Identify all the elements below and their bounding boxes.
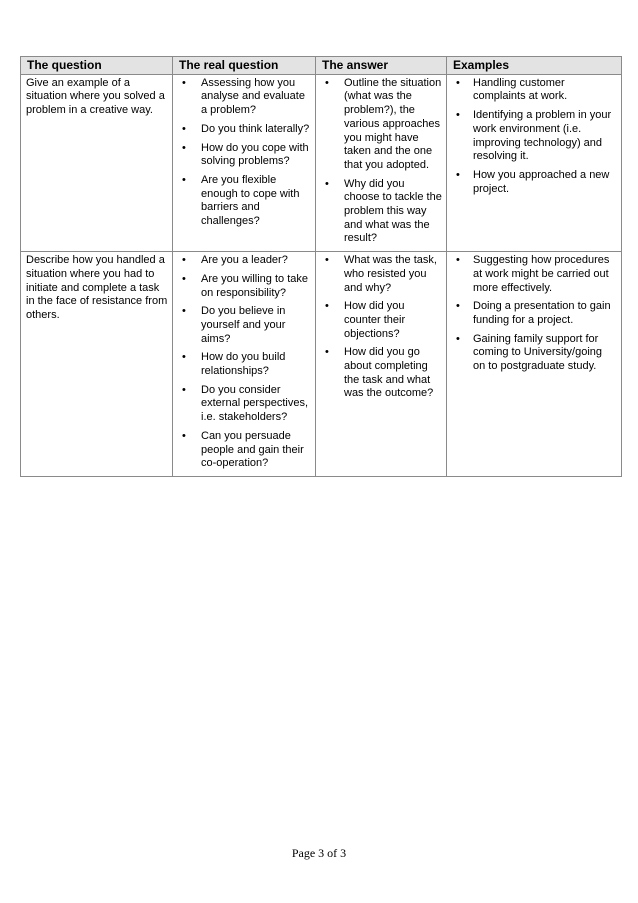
list-item <box>451 109 617 164</box>
bullet-icon: • <box>182 305 186 318</box>
header-examples: Examples <box>447 57 622 75</box>
list-item-text: Why did you choose to tackle the problem this way and what was the result? <box>344 177 442 245</box>
question-text: Describe how you handled a situation where you had to initiate and complete a task in the face of resistance from others. <box>26 254 168 321</box>
bullet-icon: • <box>325 346 329 359</box>
list-item-text: Can you persuade people and gain their co-operation? <box>201 429 304 470</box>
list-item <box>177 351 311 378</box>
list-item-text: Outline the situation (what was the problem?), the various approaches you might have taken and the one that you adopted. <box>344 76 442 171</box>
answer-list <box>320 77 442 246</box>
list-item-text: Do you consider external perspectives, i.e. stakeholders? <box>201 383 308 424</box>
examples-list <box>451 254 617 374</box>
interview-questions-table <box>20 56 622 477</box>
question-cell <box>21 252 173 477</box>
real-question-cell <box>173 252 316 477</box>
list-item <box>177 123 311 137</box>
bullet-icon: • <box>456 300 460 313</box>
list-item <box>177 430 311 471</box>
bullet-icon: • <box>325 177 329 190</box>
list-item-text: Suggesting how procedures at work might be carried out more effectively. <box>473 254 610 294</box>
bullet-icon: • <box>182 383 186 396</box>
list-item <box>320 300 442 341</box>
list-item-text: How you approached a new project. <box>473 168 610 195</box>
real-question-cell <box>173 74 316 251</box>
list-item <box>177 142 311 169</box>
list-item-text: What was the task, who resisted you and why? <box>344 254 437 294</box>
list-item-text: Assessing how you analyse and evaluate a problem? <box>201 76 305 117</box>
list-item <box>451 77 617 104</box>
bullet-icon: • <box>325 300 329 313</box>
header-the-question: The question <box>21 57 173 75</box>
list-item-text: How do you build relationships? <box>201 351 286 378</box>
question-cell <box>21 74 173 251</box>
real-question-list <box>177 254 311 471</box>
header-the-answer: The answer <box>316 57 447 75</box>
bullet-icon: • <box>182 429 186 442</box>
answer-cell <box>316 252 447 477</box>
list-item-text: Doing a presentation to gain funding for a project. <box>473 300 611 326</box>
list-item-text: How do you cope with solving problems? <box>201 141 309 168</box>
list-item <box>177 305 311 346</box>
bullet-icon: • <box>182 141 186 154</box>
examples-cell <box>447 74 622 251</box>
bullet-icon: • <box>456 109 460 122</box>
page-number: Page 3 of 3 <box>291 846 347 860</box>
list-item <box>451 169 617 196</box>
list-item <box>320 346 442 401</box>
list-item-text: Identifying a problem in your work environment (i.e. improving technology) and resolving it. <box>473 109 612 163</box>
list-item <box>320 254 442 295</box>
answer-cell <box>316 74 447 251</box>
list-item <box>177 273 311 300</box>
list-item <box>320 77 442 173</box>
list-item-text: Are you willing to take on responsibility? <box>201 272 308 299</box>
bullet-icon: • <box>456 168 460 181</box>
bullet-icon: • <box>456 76 460 89</box>
list-item-text: Are you flexible enough to cope with barriers and challenges? <box>201 173 300 228</box>
examples-cell <box>447 252 622 477</box>
table-header-row <box>21 57 622 75</box>
bullet-icon: • <box>182 254 186 267</box>
list-item-text: Gaining family support for coming to University/going on to postgraduate study. <box>473 332 603 373</box>
bullet-icon: • <box>456 332 460 345</box>
examples-list <box>451 77 617 197</box>
bullet-icon: • <box>325 254 329 267</box>
real-question-list <box>177 77 311 229</box>
bullet-icon: • <box>182 122 186 135</box>
list-item-text: Do you think laterally? <box>201 122 310 135</box>
bullet-icon: • <box>182 76 186 89</box>
list-item-text: How did you go about completing the task and what was the outcome? <box>344 346 434 400</box>
bullet-icon: • <box>456 254 460 267</box>
bullet-icon: • <box>182 173 186 186</box>
list-item-text: Handling customer complaints at work. <box>473 76 568 103</box>
table-row <box>21 74 622 251</box>
list-item-text: How did you counter their objections? <box>344 300 406 340</box>
list-item <box>320 178 442 247</box>
list-item-text: Are you a leader? <box>201 254 288 267</box>
list-item <box>177 384 311 425</box>
list-item <box>177 254 311 268</box>
bullet-icon: • <box>182 272 186 285</box>
list-item-text: Do you believe in yourself and your aims? <box>201 305 286 345</box>
answer-list <box>320 254 442 401</box>
header-the-real-question: The real question <box>173 57 316 75</box>
question-text: Give an example of a situation where you solved a problem in a creative way. <box>26 76 165 117</box>
bullet-icon: • <box>182 351 186 364</box>
list-item <box>451 254 617 295</box>
list-item <box>177 77 311 118</box>
bullet-icon: • <box>325 76 329 89</box>
list-item <box>177 174 311 229</box>
list-item <box>451 300 617 327</box>
list-item <box>451 333 617 374</box>
table-row <box>21 252 622 477</box>
